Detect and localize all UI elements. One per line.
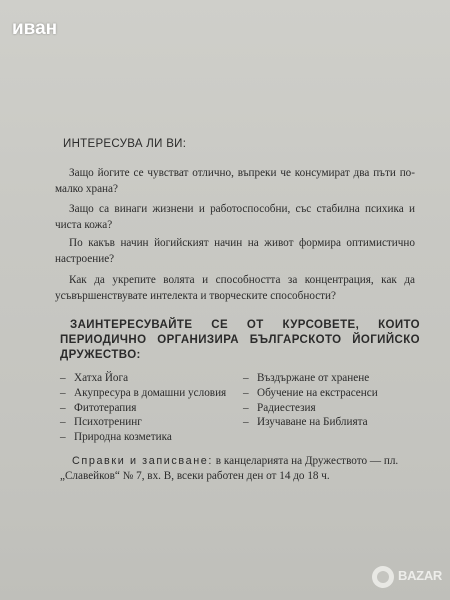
page-heading: ИНТЕРЕСУВА ЛИ ВИ: <box>63 138 187 150</box>
bazar-logo-text: BAZAR <box>398 568 442 583</box>
course-item <box>243 401 378 416</box>
courses-announcement: ЗАИНТЕРЕСУВАЙТЕ СЕ ОТ КУРСОВЕТЕ, КОИТО ПЕРИОДИЧНО ОРГАНИЗИРА БЪЛГАРСКОТО ЙОГИЙСКО ДРУЖЕСТВО: <box>60 319 420 361</box>
course-label: Радиестезия <box>257 401 316 414</box>
course-label: Психотренинг <box>74 416 142 429</box>
dash-bullet: – <box>60 431 66 444</box>
course-item <box>60 415 226 430</box>
contact-lead: Справки и записване: <box>72 455 213 467</box>
course-label: Обучение на екстрасенси <box>257 386 378 399</box>
dash-bullet: – <box>243 386 249 399</box>
dash-bullet: – <box>60 401 66 414</box>
dash-bullet: – <box>60 386 66 399</box>
course-label: Природна козметика <box>74 431 172 444</box>
dash-bullet: – <box>243 372 249 384</box>
course-label: Фитотерапия <box>74 401 137 414</box>
contact-details: в канцеларията на Дружеството — пл. „Славейков“ № 7, вх. В, всеки работен ден от 14 до 18 ч. <box>60 455 399 482</box>
dash-bullet: – <box>60 416 66 429</box>
course-label: Хатха Йога <box>74 372 129 384</box>
question-paragraph: Защо са винаги жизнени и работоспособни, със стабилна психика и чиста кожа? <box>55 203 415 231</box>
course-item <box>60 401 226 416</box>
course-label: Акупресура в домашни условия <box>74 386 227 399</box>
courses-list-left <box>60 371 226 445</box>
question-paragraph: По какъв начин йогийският начин на живот формира оптимистично настроение? <box>55 237 415 265</box>
course-item <box>60 371 226 386</box>
dash-bullet: – <box>243 401 249 414</box>
dash-bullet: – <box>60 372 66 384</box>
seller-watermark: иван <box>12 18 58 39</box>
question-paragraph: Защо йогите се чувстват отлично, въпреки че консумират два пъти по-малко храна? <box>55 167 415 195</box>
courses-list-right <box>243 371 378 430</box>
course-item <box>60 430 226 445</box>
course-item <box>243 386 378 401</box>
course-label: Изучаване на Библията <box>257 416 368 429</box>
course-item <box>60 386 226 401</box>
course-label: Въздържане от хранене <box>257 372 370 384</box>
dash-bullet: – <box>243 416 249 429</box>
bazar-ring-icon <box>372 566 394 588</box>
course-item <box>243 415 378 430</box>
course-item <box>243 371 378 386</box>
bazar-logo <box>370 560 442 594</box>
contact-info <box>60 454 425 484</box>
question-paragraph: Как да укрепите волята и способността за концентрация, как да усъвършенствувате интелекта и творческите способности? <box>55 274 415 302</box>
